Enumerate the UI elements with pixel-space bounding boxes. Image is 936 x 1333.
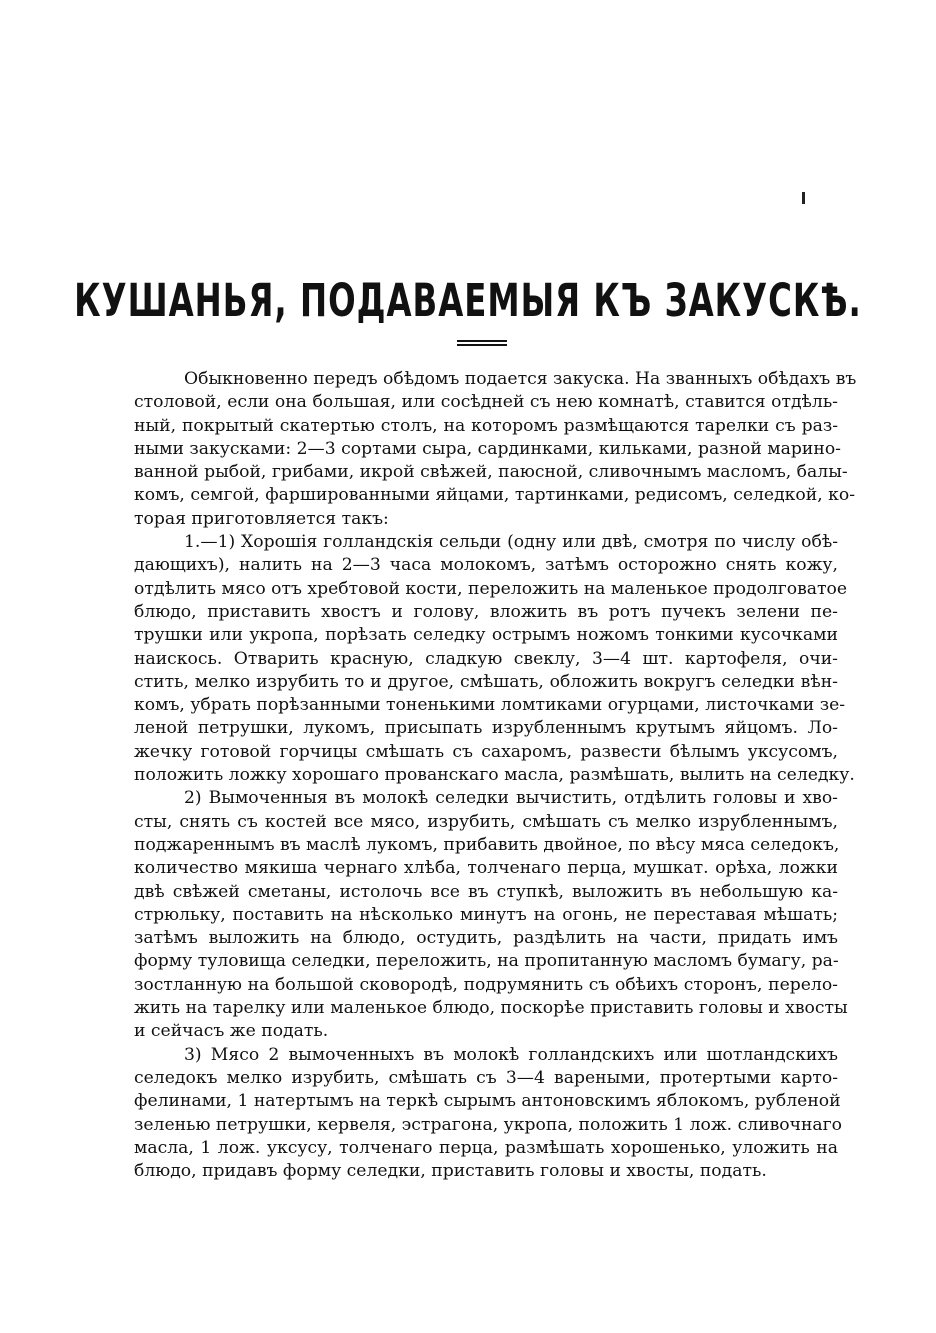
text-line: 2) Вымоченныя въ молокѣ селедки вычистить, отдѣлить головы и хво-	[184, 788, 838, 809]
text-line: трушки или укропа, порѣзать селедку острымъ ножомъ тонкими кусочками	[134, 625, 838, 646]
text-line: ными закусками: 2—3 сортами сыра, сардинками, кильками, разной марино-	[134, 438, 841, 459]
text-line: стить, мелко изрубить то и другое, смѣшать, обложить вокругъ селедки вѣн-	[134, 671, 838, 692]
text-line: стрюльку, поставить на нѣсколько минутъ на огонь, не переставая мѣшать;	[134, 904, 838, 925]
text-line: ванной рыбой, грибами, икрой свѣжей, паюсной, сливочнымъ масломъ, балы-	[134, 462, 848, 483]
page-title: КУШАНЬЯ, ПОДАВАЕМЫЯ КЪ ЗАКУСКѢ.	[74, 276, 862, 328]
text-line: Обыкновенно передъ обѣдомъ подается закуска. На званныхъ обѣдахъ въ	[184, 369, 857, 389]
text-line: блюдо, приставить хвостъ и голову, вложить въ ротъ пучекъ зелени пе-	[134, 601, 838, 622]
text-line: и сейчасъ же подать.	[134, 1021, 329, 1042]
text-line: жить на тарелку или маленькое блюдо, поскорѣе приставить головы и хвосты	[134, 998, 848, 1019]
title-divider	[457, 340, 507, 346]
text-line: поджареннымъ въ маслѣ лукомъ, прибавить двойное, по вѣсу мяса селедокъ,	[134, 834, 840, 855]
text-line: фелинами, 1 натертымъ на теркѣ сырымъ антоновскимъ яблокомъ, рубленой	[134, 1091, 841, 1112]
text-line: зостланную на большой сковородѣ, подрумянить съ обѣихъ сторонъ, перело-	[134, 974, 838, 995]
text-line: ный, покрытый скатертью столъ, на которомъ размѣщаются тарелки съ раз-	[134, 415, 838, 436]
text-line: леной петрушки, лукомъ, присыпать изрубленнымъ крутымъ яйцомъ. Ло-	[134, 718, 838, 739]
text-line: блюдо, придавъ форму селедки, приставить головы и хвосты, подать.	[134, 1161, 767, 1182]
text-line: зеленью петрушки, кервеля, эстрагона, укропа, положить 1 лож. сливочнаго	[134, 1114, 843, 1135]
body-text	[134, 368, 857, 1183]
text-line: селедокъ мелко изрубить, смѣшать съ 3—4 вареными, протертыми карто-	[134, 1067, 838, 1088]
margin-mark	[802, 192, 805, 204]
text-line: отдѣлить мясо отъ хребтовой кости, переложить на маленькое продолговатое	[134, 578, 848, 599]
text-line: жечку готовой горчицы смѣшать съ сахаромъ, развести бѣлымъ уксусомъ,	[134, 741, 838, 762]
text-line: комъ, убрать порѣзанными тоненькими ломтиками огурцами, листочками зе-	[134, 695, 846, 716]
text-line: количество мякиша чернаго хлѣба, толченаго перца, мушкат. орѣха, ложки	[134, 858, 838, 879]
text-line: сты, снять съ костей все мясо, изрубить, смѣшать съ мелко изрубленнымъ,	[134, 811, 838, 832]
text-line: наискось. Отварить красную, сладкую свеклу, 3—4 шт. картофеля, очи-	[134, 648, 838, 669]
text-line: двѣ свѣжей сметаны, истолочь все въ ступкѣ, выложить въ небольшую ка-	[134, 881, 838, 902]
text-line: торая приготовляется такъ:	[134, 508, 389, 529]
text-line: дающихъ), налить на 2—3 часа молокомъ, затѣмъ осторожно снять кожу,	[134, 555, 838, 576]
text-line: затѣмъ выложить на блюдо, остудить, раздѣлить на части, придать имъ	[134, 928, 838, 949]
text-line: положить ложку хорошаго прованскаго масла, размѣшать, вылить на селедку.	[134, 765, 855, 786]
text-line: форму туловища селедки, переложить, на пропитанную масломъ бумагу, ра-	[134, 951, 839, 972]
text-line: комъ, семгой, фаршированными яйцами, тартинками, редисомъ, селедкой, ко-	[134, 485, 856, 506]
text-line: 3) Мясо 2 вымоченныхъ въ молокѣ голландскихъ или шотландскихъ	[184, 1044, 838, 1065]
text-line: масла, 1 лож. уксусу, толченаго перца, размѣшать хорошенько, уложить на	[134, 1137, 838, 1158]
text-line: столовой, если она большая, или сосѣдней съ нею комнатѣ, ставится отдѣль-	[134, 392, 838, 413]
text-line: 1.—1) Хорошія голландскія сельди (одну или двѣ, смотря по числу обѣ-	[184, 532, 838, 553]
